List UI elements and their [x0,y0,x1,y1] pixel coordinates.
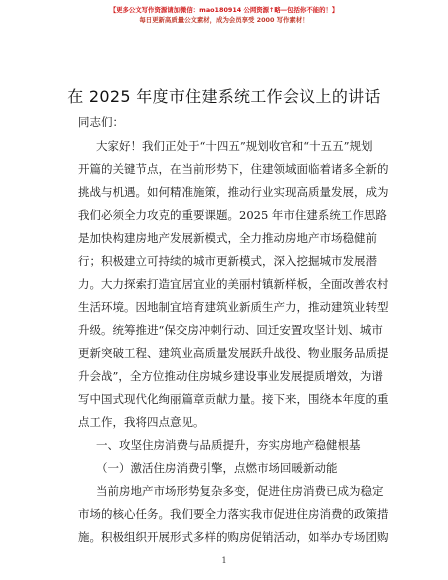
body-line: 挑战与机遇。如何精准施策，推动行业实现高质量发展，成为 [78,185,389,199]
salutation: 同志们： [78,115,124,129]
body-line: 市场的核心任务。我们要全力落实我市促进住房消费的政策措 [78,507,389,521]
body-line: 写中国式现代化绚丽篇章贡献力量。接下来，围绕本年度的重 [78,392,389,406]
body-line: 开篇的关键节点，在当前形势下，住建领域面临着诸多全新的 [78,162,389,176]
document-title: 在 2025 年度市住建系统工作会议上的讲话 [67,87,381,106]
body-line: 更新突破工程、建筑业高质量发展跃升战役、物业服务品质提 [78,346,389,360]
body-line: 点工作，我将四点意见。 [78,415,205,429]
section-heading: 一、攻坚住房消费与品质提升，夯实房地产稳健根基 [96,438,361,452]
body-line: 当前房地产市场形势复杂多变，促进住房消费已成为稳定 [96,484,384,498]
promo-banner-sub: 每日更新高质量公文素材，成为会员享受 2000 写作素材！ [139,16,309,24]
page-number: 1 [221,556,227,565]
body-line: 大家好！我们正处于“十四五”规划收官和“十五五”规划 [96,139,373,153]
body-line: 是加快构建房地产发展新模式，全力推动房地产市场稳健前 [78,231,377,245]
body-line: 升级。统筹推进“保交房冲刺行动、回迁安置攻坚计划、城市 [78,323,383,337]
body-line: 我们必须全力攻克的重要课题。2025 年市住建系统工作思路 [78,208,387,222]
subsection-heading: （一）激活住房消费引擎，点燃市场回暖新动能 [96,461,338,475]
body-line: 生活环境。因地制宜培育建筑业新质生产力，推动建筑业转型 [78,300,389,314]
body-line: 力。大力探索打造宜居宜业的美丽村镇新样板，全面改善农村 [78,277,389,291]
body-line: 施。积极组织开展形式多样的购房促销活动，如举办专场团购 [78,530,389,544]
promo-banner-top: 【更多公文写作资源请加微信：mao180914 公网资源↑略—包括你不能的！】 [109,6,339,14]
body-line: 升会战”，全方位推动住房城乡建设事业发展提质增效，为谱 [78,369,383,383]
body-line: 行；积极建立可持续的城市更新模式，深入挖掘城市发展潜 [78,254,377,268]
